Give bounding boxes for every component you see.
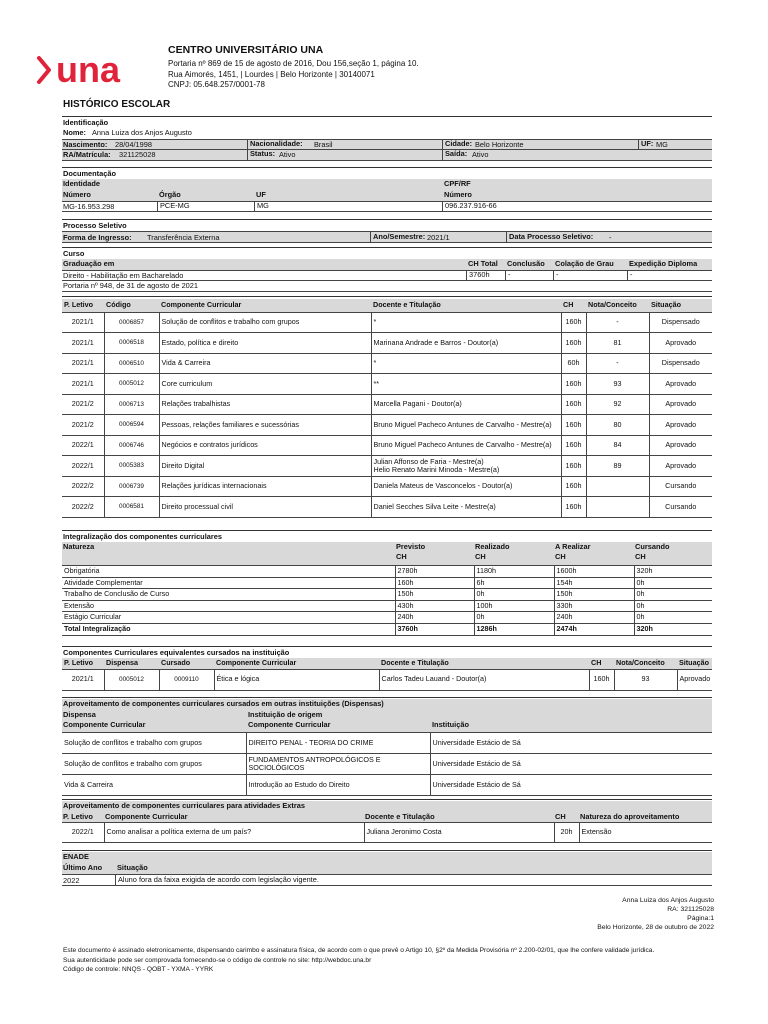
course-code: 0005012 — [104, 374, 159, 395]
course-period: 2021/1 — [62, 333, 104, 354]
origin-institution: Universidade Estácio de Sá — [430, 733, 712, 754]
integralizacao-total-4: 320h — [634, 623, 712, 635]
extras-col-ch: CH — [555, 812, 566, 821]
course-row — [62, 312, 712, 333]
ra-label: RA/Matrícula: — [63, 150, 111, 159]
equivalentes-col-3: Componente Curricular — [216, 658, 297, 668]
equivalentes-cell-2: 0009110 — [159, 669, 214, 690]
course-teacher: Daniela Mateus de Vasconcelos - Doutor(a) — [371, 476, 561, 497]
course-code: 0005383 — [104, 456, 159, 477]
cidade-value: Belo Horizonte — [475, 140, 524, 149]
course-component: Negócios e contratos jurídicos — [159, 435, 371, 456]
equivalentes-cell-6: 93 — [614, 669, 677, 690]
conclusao-label: Conclusão — [507, 259, 545, 268]
integralizacao-realizado: 100h — [474, 600, 554, 612]
identificacao-section — [62, 116, 712, 161]
uf-label: UF: — [638, 139, 655, 150]
institution-portaria: Portaria nº 869 de 15 de agosto de 2016, Dou 156,seção 1, página 10. — [168, 59, 419, 69]
curso-section — [62, 247, 712, 292]
equivalentes-col-0: P. Letivo — [64, 658, 94, 668]
course-period: 2021/2 — [62, 394, 104, 415]
integralizacao-a-realizar: 150h — [554, 589, 634, 601]
origin-component: DIREITO PENAL - TEORIA DO CRIME — [246, 733, 430, 754]
identidade-numero: MG-16.953.298 — [63, 202, 115, 211]
aproveitamento-row — [62, 733, 712, 754]
aproveitamento-section — [62, 697, 712, 796]
equivalentes-cell-4: Carlos Tadeu Lauand - Doutor(a) — [379, 669, 589, 690]
disciplinas-section — [62, 296, 712, 518]
identificacao-heading: Identificação — [63, 118, 109, 127]
integralizacao-total-row — [62, 623, 712, 635]
aproveitamento-heading: Aproveitamento de componentes curriculares cursados em outras instituições (Dispensas) — [63, 699, 384, 708]
cpf-value: 096.237.916-66 — [442, 201, 499, 212]
course-code: 0006746 — [104, 435, 159, 456]
course-status: Aprovado — [649, 415, 712, 436]
doc-uf-label: UF — [256, 190, 266, 199]
enade-ano: 2022 — [63, 876, 80, 885]
orgao-label: Órgão — [159, 190, 181, 199]
equivalentes-col-4: Docente e Titulação — [381, 658, 449, 668]
course-ch: 160h — [561, 333, 586, 354]
course-component: Direito processual civil — [159, 497, 371, 518]
course-teacher: Bruno Miguel Pacheco Antunes de Carvalho - Mestre(a) — [371, 415, 561, 436]
col-nota: Nota/Conceito — [588, 300, 637, 310]
signature-place-date: Belo Horizonte, 28 de outubro de 2022 — [597, 924, 714, 931]
integralizacao-realizado: 0h — [474, 612, 554, 624]
integralizacao-natureza: Estágio Curricular — [62, 612, 395, 624]
institution-cnpj: CNPJ: 05.648.257/0001-78 — [168, 80, 265, 90]
course-component: Vida & Carreira — [159, 353, 371, 374]
cpf-numero-label: Número — [444, 190, 472, 199]
integralizacao-cursando: 0h — [634, 589, 712, 601]
disciplinas-table — [62, 299, 712, 518]
nacionalidade-label: Nacionalidade: — [247, 139, 305, 150]
col-ch: CH — [563, 300, 574, 310]
extras-teacher: Juliana Jeronimo Costa — [364, 823, 554, 843]
enade-section — [62, 850, 712, 886]
course-status: Cursando — [649, 476, 712, 497]
course-ch: 160h — [561, 476, 586, 497]
saida-label: Saída: — [442, 149, 469, 160]
previsto-ch: CH — [396, 552, 407, 561]
extras-col-docente: Docente e Titulação — [365, 812, 435, 821]
numero-label: Número — [63, 190, 91, 199]
integralizacao-previsto: 2780h — [395, 566, 474, 578]
natureza-label: Natureza — [63, 542, 95, 551]
forma-label: Forma de Ingresso: — [63, 233, 132, 242]
integralizacao-cursando: 0h — [634, 600, 712, 612]
integralizacao-row — [62, 612, 712, 624]
extras-component: Como analisar a política externa de um país? — [104, 823, 364, 843]
ano-label: Ano/Semestre: — [370, 231, 427, 243]
cursando-label: Cursando — [635, 542, 670, 551]
course-period: 2022/2 — [62, 497, 104, 518]
equivalentes-cell-0: 2021/1 — [62, 669, 104, 690]
identidade-label: Identidade — [63, 179, 100, 188]
saida-value: Ativo — [472, 150, 489, 159]
col-docente: Docente e Titulação — [373, 300, 441, 310]
curso-ch-total: 3760h — [466, 270, 492, 281]
integralizacao-cursando: 0h — [634, 612, 712, 624]
course-ch: 60h — [561, 353, 586, 374]
course-grade: 92 — [586, 394, 649, 415]
dispensa-component: Vida & Carreira — [62, 775, 246, 796]
equivalentes-row — [62, 669, 712, 690]
origin-component: FUNDAMENTOS ANTROPOLÓGICOS E SOCIOLÓGICOS — [246, 754, 430, 775]
footer-notes — [63, 946, 654, 975]
course-component: Pessoas, relações familiares e sucessórias — [159, 415, 371, 436]
course-ch: 160h — [561, 374, 586, 395]
enade-ultimo-label: Último Ano — [63, 863, 103, 872]
course-grade: 84 — [586, 435, 649, 456]
curso-portaria: Portaria nº 948, de 31 de agosto de 2021 — [63, 281, 199, 290]
cidade-label: Cidade: — [442, 139, 474, 150]
integralizacao-natureza: Trabalho de Conclusão de Curso — [62, 589, 395, 601]
course-ch: 160h — [561, 456, 586, 477]
institution-name: CENTRO UNIVERSITÁRIO UNA — [168, 44, 324, 56]
course-grade: 81 — [586, 333, 649, 354]
course-code: 0006594 — [104, 415, 159, 436]
course-period: 2021/1 — [62, 312, 104, 333]
equivalentes-table — [62, 658, 712, 691]
curso-nome: Direito - Habilitação em Bacharelado — [63, 271, 184, 280]
curso-colacao: - — [553, 270, 560, 281]
aproveitamento-table — [62, 732, 712, 796]
previsto-label: Previsto — [396, 542, 426, 551]
extras-col-natureza: Natureza do aproveitamento — [580, 812, 680, 821]
integralizacao-a-realizar: 1600h — [554, 566, 634, 578]
course-period: 2021/1 — [62, 353, 104, 374]
cpf-label: CPF/RF — [444, 179, 471, 188]
course-component: Estado, política e direito — [159, 333, 371, 354]
extras-period: 2022/1 — [62, 823, 104, 843]
signature-block — [597, 896, 714, 932]
ch-total-label: CH Total — [468, 259, 498, 268]
documentacao-heading: Documentação — [63, 169, 116, 178]
integralizacao-natureza: Extensão — [62, 600, 395, 612]
curso-conclusao: - — [505, 270, 512, 281]
course-row — [62, 497, 712, 518]
integralizacao-natureza: Obrigatória — [62, 566, 395, 578]
origem-label: Instituição de origem — [248, 710, 323, 719]
enade-heading: ENADE — [63, 852, 89, 861]
integralizacao-realizado: 1180h — [474, 566, 554, 578]
integralizacao-heading: Integralização dos componentes curriculares — [63, 532, 222, 541]
extras-section — [62, 799, 712, 843]
nome-label: Nome: — [63, 128, 86, 137]
course-ch: 160h — [561, 497, 586, 518]
course-teacher: Daniel Secches Silva Leite - Mestre(a) — [371, 497, 561, 518]
origin-component: Introdução ao Estudo do Direito — [246, 775, 430, 796]
integralizacao-previsto: 430h — [395, 600, 474, 612]
equivalentes-col-2: Cursado — [161, 658, 191, 668]
course-grade: - — [586, 312, 649, 333]
nascimento-label: Nascimento: — [63, 140, 108, 149]
integralizacao-natureza: Atividade Complementar — [62, 577, 395, 589]
course-code: 0006739 — [104, 476, 159, 497]
integralizacao-row — [62, 577, 712, 589]
integralizacao-total-3: 2474h — [554, 623, 634, 635]
integralizacao-section — [62, 530, 712, 636]
extras-heading: Aproveitamento de componentes curriculares para atividades Extras — [63, 801, 305, 810]
graduacao-label: Graduação em — [63, 259, 115, 268]
integralizacao-previsto: 150h — [395, 589, 474, 601]
cursando-ch: CH — [635, 552, 646, 561]
course-grade — [586, 497, 649, 518]
course-status: Dispensado — [649, 312, 712, 333]
status-label: Status: — [247, 149, 277, 160]
course-code: 0006857 — [104, 312, 159, 333]
footer-validity: Este documento é assinado eletronicamente, dispensando carimbo e assinatura física, de acordo com o que prevê o Artigo 10, §2º da Medida Provisória nº 2.200-02/01, que lhe confere validade jurídica. — [63, 947, 655, 954]
course-row — [62, 415, 712, 436]
processo-heading: Processo Seletivo — [63, 221, 127, 230]
course-grade — [586, 476, 649, 497]
course-grade: 89 — [586, 456, 649, 477]
course-status: Dispensado — [649, 353, 712, 374]
course-period: 2022/1 — [62, 435, 104, 456]
footer-control-code: Código de controle: NNQS - QOBT - YXMA - YYRK — [63, 966, 214, 973]
course-ch: 160h — [561, 435, 586, 456]
documentacao-section — [62, 167, 712, 212]
realizado-label: Realizado — [475, 542, 510, 551]
signature-ra: RA: 321125028 — [667, 906, 714, 913]
equivalentes-heading: Componentes Curriculares equivalentes cursados na instituição — [63, 648, 290, 657]
institution-info — [168, 44, 419, 91]
a-realizar-ch: CH — [555, 552, 566, 561]
equivalentes-col-6: Nota/Conceito — [616, 658, 665, 668]
equivalentes-col-1: Dispensa — [106, 658, 138, 668]
course-grade: 80 — [586, 415, 649, 436]
course-row — [62, 456, 712, 477]
integralizacao-realizado: 0h — [474, 589, 554, 601]
nascimento-value: 28/04/1998 — [115, 140, 152, 149]
col-p-letivo: P. Letivo — [64, 300, 94, 310]
a-realizar-label: A Realizar — [555, 542, 591, 551]
integralizacao-previsto: 160h — [395, 577, 474, 589]
identidade-uf: MG — [254, 201, 271, 212]
course-code: 0006510 — [104, 353, 159, 374]
course-ch: 160h — [561, 415, 586, 436]
data-processo-label: Data Processo Seletivo: — [506, 231, 595, 243]
course-ch: 160h — [561, 394, 586, 415]
dispensa-component: Solução de conflitos e trabalho com grupos — [62, 733, 246, 754]
extras-nature: Extensão — [579, 823, 712, 843]
course-teacher: Marcella Pagani - Doutor(a) — [371, 394, 561, 415]
equivalentes-cell-3: Ética e lógica — [214, 669, 379, 690]
enade-situacao-label: Situação — [117, 863, 148, 872]
course-grade: - — [586, 353, 649, 374]
course-grade: 93 — [586, 374, 649, 395]
identidade-orgao: PCE-MG — [157, 201, 192, 212]
ra-value: 321125028 — [119, 150, 156, 159]
course-row — [62, 394, 712, 415]
extras-row — [62, 823, 712, 843]
course-component: Relações trabalhistas — [159, 394, 371, 415]
course-status: Aprovado — [649, 394, 712, 415]
extras-col-componente: Componente Curricular — [105, 812, 188, 821]
col-codigo: Código — [106, 300, 131, 310]
enade-situacao: Aluno fora da faixa exigida de acordo com legislação vigente. — [115, 874, 321, 886]
integralizacao-total-2: 1286h — [474, 623, 554, 635]
document-title: HISTÓRICO ESCOLAR — [63, 99, 171, 110]
course-row — [62, 333, 712, 354]
integralizacao-table — [62, 565, 712, 636]
ra-row — [62, 150, 712, 161]
dispensa-comp-label: Componente Curricular — [63, 720, 146, 729]
course-component: Solução de conflitos e trabalho com grupos — [159, 312, 371, 333]
extras-col-p-letivo: P. Letivo — [63, 812, 93, 821]
course-code: 0006518 — [104, 333, 159, 354]
course-ch: 160h — [561, 312, 586, 333]
course-status: Aprovado — [649, 374, 712, 395]
course-code: 0006581 — [104, 497, 159, 518]
dispensa-label: Dispensa — [63, 710, 96, 719]
uf-value: MG — [656, 140, 668, 149]
extras-ch: 20h — [554, 823, 579, 843]
col-componente: Componente Curricular — [161, 300, 242, 310]
course-period: 2022/2 — [62, 476, 104, 497]
integralizacao-row — [62, 589, 712, 601]
course-period: 2021/2 — [62, 415, 104, 436]
origin-institution: Universidade Estácio de Sá — [430, 775, 712, 796]
integralizacao-a-realizar: 154h — [554, 577, 634, 589]
equivalentes-section — [62, 646, 712, 691]
nascimento-row — [62, 139, 712, 150]
curso-expedicao: - — [627, 270, 634, 281]
origem-comp-label: Componente Curricular — [248, 720, 331, 729]
origem-inst-label: Instituição — [432, 720, 469, 729]
course-teacher: Marinana Andrade e Barros - Doutor(a) — [371, 333, 561, 354]
course-status: Aprovado — [649, 456, 712, 477]
equivalentes-cell-7: Aprovado — [677, 669, 712, 690]
equivalentes-cell-5: 160h — [589, 669, 614, 690]
course-teacher: * — [371, 312, 561, 333]
equivalentes-col-7: Situação — [679, 658, 709, 668]
integralizacao-total-0: Total Integralização — [62, 623, 395, 635]
course-row — [62, 374, 712, 395]
integralizacao-cursando: 320h — [634, 566, 712, 578]
signature-page: Página:1 — [687, 915, 714, 922]
course-period: 2022/1 — [62, 456, 104, 477]
integralizacao-row — [62, 600, 712, 612]
status-value: Ativo — [279, 150, 296, 159]
dispensa-component: Solução de conflitos e trabalho com grupos — [62, 754, 246, 775]
course-component: Core curriculum — [159, 374, 371, 395]
course-teacher: * — [371, 353, 561, 374]
nome-value: Anna Luiza dos Anjos Augusto — [92, 128, 192, 137]
processo-section — [62, 219, 712, 243]
data-processo-value: - — [609, 233, 612, 242]
origin-institution: Universidade Estácio de Sá — [430, 754, 712, 775]
course-row — [62, 435, 712, 456]
forma-value: Transferência Externa — [147, 233, 220, 242]
course-teacher: ** — [371, 374, 561, 395]
signature-name: Anna Luiza dos Anjos Augusto — [622, 897, 714, 904]
colacao-label: Colação de Grau — [555, 259, 614, 268]
integralizacao-total-1: 3760h — [395, 623, 474, 635]
integralizacao-row — [62, 566, 712, 578]
institution-address: Rua Aimorés, 1451, | Lourdes | Belo Horizonte | 30140071 — [168, 69, 375, 79]
expedicao-label: Expedição Diploma — [629, 259, 698, 268]
extras-table — [62, 822, 712, 843]
course-status: Aprovado — [649, 333, 712, 354]
nacionalidade-value: Brasil — [314, 140, 333, 149]
course-component: Direito Digital — [159, 456, 371, 477]
aproveitamento-row — [62, 775, 712, 796]
course-status: Aprovado — [649, 435, 712, 456]
course-component: Relações jurídicas internacionais — [159, 476, 371, 497]
una-logo — [36, 52, 158, 88]
course-period: 2021/1 — [62, 374, 104, 395]
aproveitamento-row — [62, 754, 712, 775]
equivalentes-cell-1: 0005012 — [104, 669, 159, 690]
document-header — [36, 44, 736, 96]
course-teacher: Julian Affonso de Faria - Mestre(a) Helio Renato Marini Minoda - Mestre(a) — [371, 456, 561, 477]
footer-authenticity: Sua autenticidade pode ser comprovada fornecendo-se o código de controle no site: http://webdoc.una.br — [63, 956, 372, 964]
integralizacao-cursando: 0h — [634, 577, 712, 589]
logo-text: una — [56, 52, 121, 88]
realizado-ch: CH — [475, 552, 486, 561]
course-row — [62, 476, 712, 497]
integralizacao-previsto: 240h — [395, 612, 474, 624]
curso-heading: Curso — [63, 249, 85, 258]
integralizacao-a-realizar: 330h — [554, 600, 634, 612]
course-row — [62, 353, 712, 374]
col-situacao: Situação — [651, 300, 681, 310]
integralizacao-a-realizar: 240h — [554, 612, 634, 624]
integralizacao-realizado: 6h — [474, 577, 554, 589]
course-status: Cursando — [649, 497, 712, 518]
course-teacher: Bruno Miguel Pacheco Antunes de Carvalho - Mestre(a) — [371, 435, 561, 456]
ano-value: 2021/1 — [427, 233, 450, 242]
course-code: 0006713 — [104, 394, 159, 415]
equivalentes-col-5: CH — [591, 658, 602, 668]
